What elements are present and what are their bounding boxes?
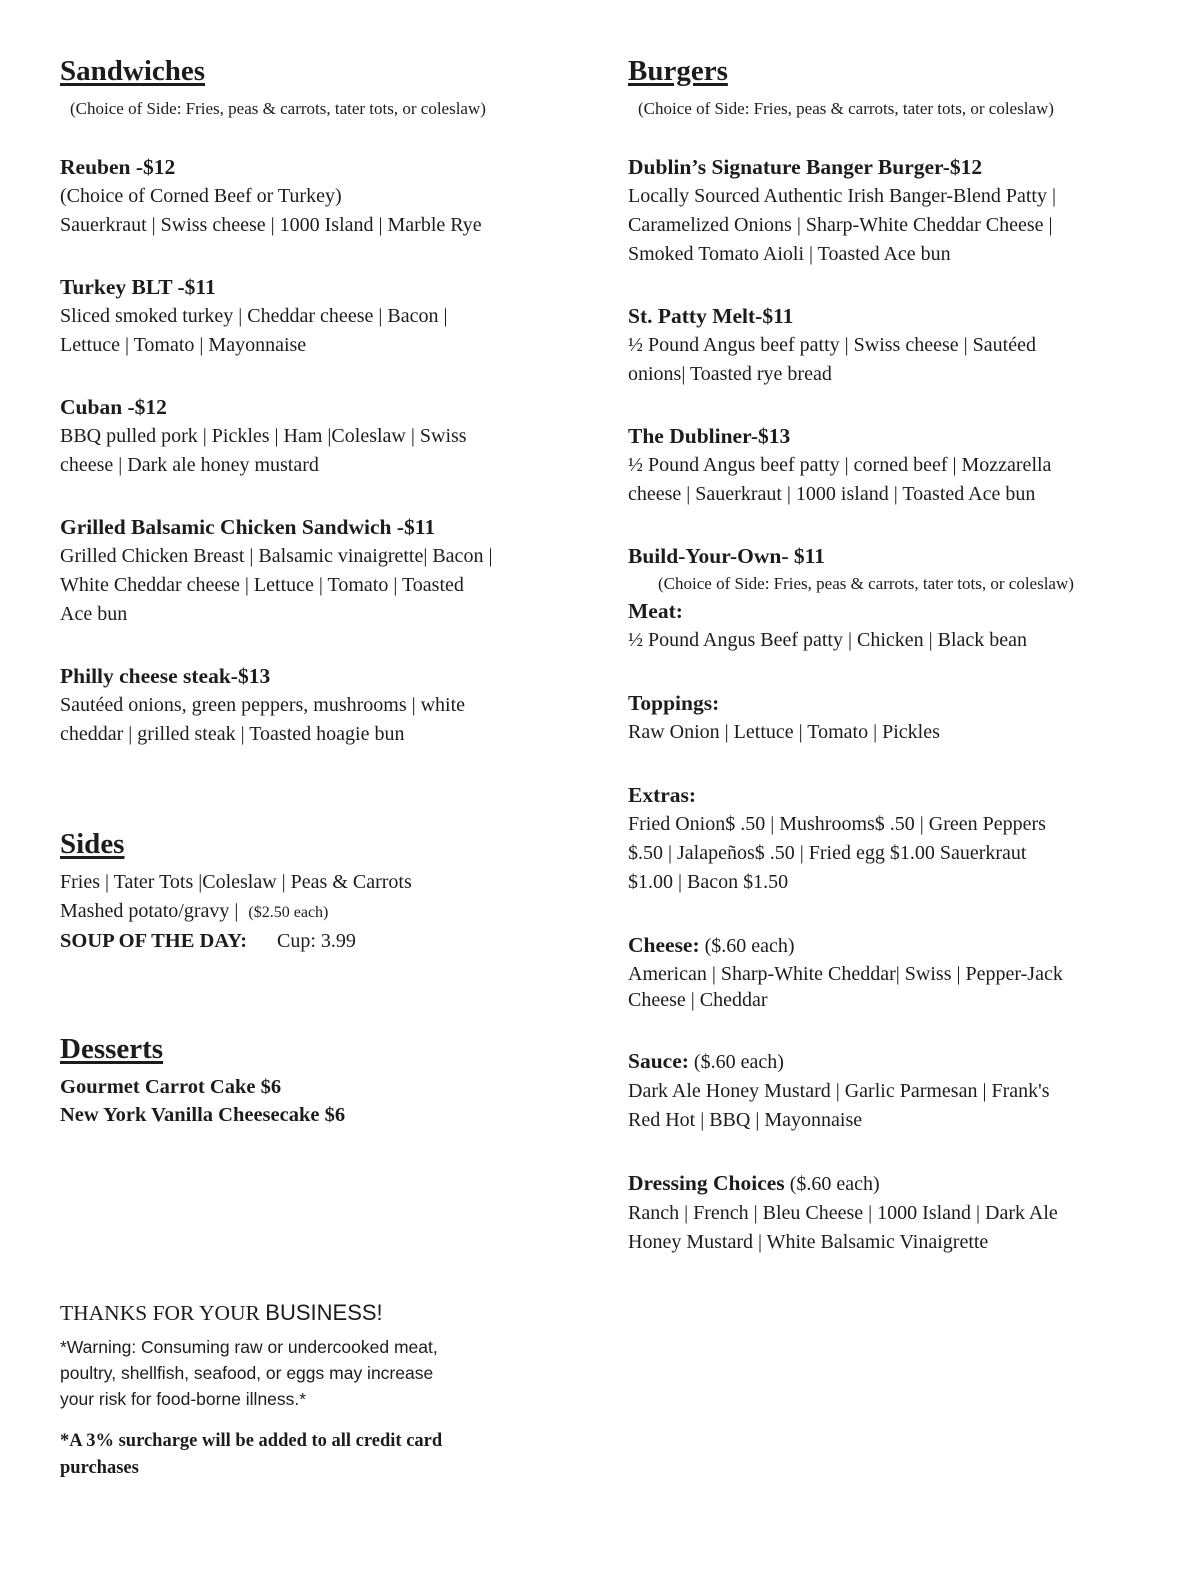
item-line: Locally Sourced Authentic Irish Banger-Blend Patty | [628, 185, 1056, 207]
item-name: Philly cheese steak-$13 [60, 664, 271, 688]
sauce-label-line [628, 1046, 1168, 1077]
item-line: Sauerkraut | Swiss cheese | 1000 Island | Marble Rye [60, 214, 482, 236]
sauce-line: Dark Ale Honey Mustard | Garlic Parmesan | Frank's [628, 1080, 1050, 1102]
item-line: BBQ pulled pork | Pickles | Ham |Coleslaw | Swiss [60, 425, 467, 447]
dessert-item-carrot-cake: Gourmet Carrot Cake $6 [60, 1076, 282, 1098]
menu-item-banger-burger [628, 152, 1168, 269]
extras-label: Extras: [628, 783, 697, 807]
sides-line-2-main: Mashed potato/gravy | [60, 900, 239, 922]
item-line: cheese | Sauerkraut | 1000 island | Toasted Ace bun [628, 483, 1036, 505]
warning-line: your risk for food-borne illness.* [60, 1389, 307, 1409]
thanks-serif-part: THANKS FOR YOUR [60, 1301, 266, 1325]
item-line: ½ Pound Angus beef patty | corned beef | Mozzarella [628, 454, 1052, 476]
extras-group [628, 780, 1168, 897]
surcharge-line: purchases [60, 1458, 139, 1478]
build-your-own-side-note: (Choice of Side: Fries, peas & carrots, tater tots, or coleslaw) [658, 574, 1074, 593]
dressing-line: Honey Mustard | White Balsamic Vinaigrette [628, 1231, 989, 1253]
sides-lines [60, 868, 580, 956]
toppings-label: Toppings: [628, 691, 720, 715]
menu-item-st-patty-melt [628, 301, 1168, 389]
burgers-side-note: (Choice of Side: Fries, peas & carrots, tater tots, or coleslaw) [638, 99, 1054, 118]
item-line: ½ Pound Angus beef patty | Swiss cheese | Sautéed [628, 334, 1036, 356]
item-line: Sliced smoked turkey | Cheddar cheese | Bacon | [60, 305, 448, 327]
sauce-group [628, 1046, 1168, 1135]
desserts-section-title: Desserts [60, 1033, 164, 1065]
item-name: Cuban -$12 [60, 395, 167, 419]
right-column [628, 54, 1168, 1257]
extras-line: $.50 | Jalapeños$ .50 | Fried egg $1.00 Sauerkraut [628, 842, 1027, 864]
dessert-item-cheesecake: New York Vanilla Cheesecake $6 [60, 1104, 346, 1126]
desserts-section [60, 1032, 580, 1129]
sauce-label: Sauce: [628, 1049, 689, 1073]
sides-section-title: Sides [60, 828, 125, 860]
item-line: (Choice of Corned Beef or Turkey) [60, 185, 342, 207]
cheese-line: American | Sharp-White Cheddar| Swiss | Pepper-Jack [628, 963, 1063, 985]
surcharge-note [60, 1428, 580, 1482]
cheese-line: Cheese | Cheddar [628, 989, 768, 1011]
dessert-items [60, 1073, 580, 1129]
item-line: Caramelized Onions | Sharp-White Cheddar Cheese | [628, 214, 1053, 236]
item-line: Smoked Tomato Aioli | Toasted Ace bun [628, 243, 951, 265]
dressing-line: Ranch | French | Bleu Cheese | 1000 Island | Dark Ale [628, 1202, 1058, 1224]
extras-line: Fried Onion$ .50 | Mushrooms$ .50 | Green Peppers [628, 813, 1046, 835]
meat-options-line: ½ Pound Angus Beef patty | Chicken | Black bean [628, 629, 1028, 651]
footer [60, 1299, 580, 1482]
item-line: Sautéed onions, green peppers, mushrooms | white [60, 694, 466, 716]
cheese-label-line [628, 930, 1168, 961]
item-line: cheddar | grilled steak | Toasted hoagie bun [60, 723, 405, 745]
item-line: onions| Toasted rye bread [628, 363, 832, 385]
dressing-label: Dressing Choices [628, 1171, 785, 1195]
item-line: Ace bun [60, 603, 128, 625]
toppings-group [628, 688, 1168, 747]
item-name: Build-Your-Own- $11 [628, 544, 825, 568]
sides-price-note: ($2.50 each) [248, 904, 329, 921]
thanks-message [60, 1299, 580, 1327]
cheese-price: ($.60 each) [699, 935, 795, 957]
meat-label: Meat: [628, 599, 683, 623]
warning-text [60, 1334, 580, 1412]
item-name: St. Patty Melt-$11 [628, 304, 794, 328]
soup-price: Cup: 3.99 [277, 930, 356, 952]
item-name: Dublin’s Signature Banger Burger-$12 [628, 155, 983, 179]
menu-item-philly-cheese-steak [60, 661, 580, 749]
sides-line-2 [60, 897, 580, 927]
menu-item-build-your-own [628, 541, 1168, 655]
menu-item-grilled-balsamic-chicken [60, 512, 580, 629]
menu-item-the-dubliner [628, 421, 1168, 509]
thanks-sans-part: BUSINESS! [265, 1300, 383, 1325]
sandwiches-side-note: (Choice of Side: Fries, peas & carrots, tater tots, or coleslaw) [70, 99, 486, 118]
menu-item-cuban [60, 392, 580, 480]
extras-line: $1.00 | Bacon $1.50 [628, 871, 789, 893]
left-column [60, 54, 580, 1482]
sauce-price: ($.60 each) [688, 1051, 784, 1073]
item-name: Reuben -$12 [60, 155, 176, 179]
item-name: The Dubliner-$13 [628, 424, 791, 448]
cheese-group [628, 930, 1168, 1013]
menu-item-turkey-blt [60, 272, 580, 360]
sides-section [60, 827, 580, 956]
item-name: Grilled Balsamic Chicken Sandwich -$11 [60, 515, 436, 539]
dressing-group [628, 1168, 1168, 1257]
soup-label: SOUP OF THE DAY: [60, 930, 248, 952]
item-line: Grilled Chicken Breast | Balsamic vinaigrette| Bacon | [60, 545, 493, 567]
warning-line: *Warning: Consuming raw or undercooked meat, [60, 1337, 438, 1357]
dressing-label-line [628, 1168, 1168, 1199]
soup-of-the-day-line [60, 927, 580, 956]
dressing-price: ($.60 each) [784, 1173, 880, 1195]
sandwiches-section-title: Sandwiches [60, 55, 206, 87]
warning-line: poultry, shellfish, seafood, or eggs may increase [60, 1363, 434, 1383]
sauce-line: Red Hot | BBQ | Mayonnaise [628, 1109, 863, 1131]
menu-item-reuben [60, 152, 580, 240]
item-name: Turkey BLT -$11 [60, 275, 216, 299]
surcharge-line: *A 3% surcharge will be added to all credit card [60, 1431, 443, 1451]
burgers-section-title: Burgers [628, 55, 728, 87]
item-line: cheese | Dark ale honey mustard [60, 454, 319, 476]
toppings-options-line: Raw Onion | Lettuce | Tomato | Pickles [628, 721, 940, 743]
sides-line-1: Fries | Tater Tots |Coleslaw | Peas & Carrots [60, 871, 412, 893]
cheese-label: Cheese: [628, 933, 700, 957]
item-line: White Cheddar cheese | Lettuce | Tomato | Toasted [60, 574, 464, 596]
item-line: Lettuce | Tomato | Mayonnaise [60, 334, 307, 356]
